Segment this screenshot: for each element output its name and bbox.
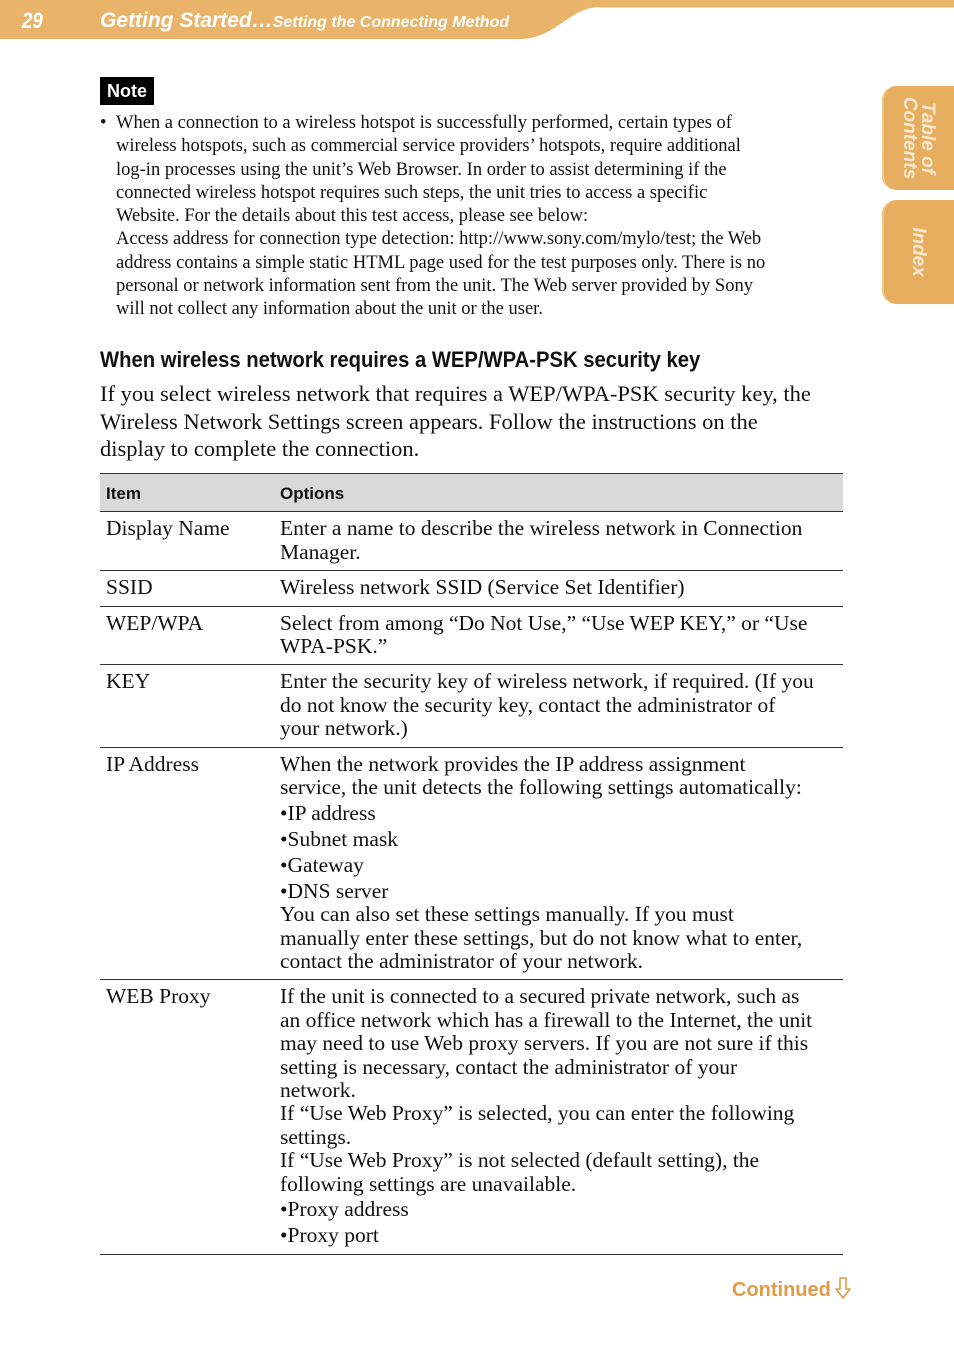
table-cell-item: SSID — [100, 571, 274, 606]
tab-toc-line-2: Contents — [899, 96, 920, 180]
option-line: service, the unit detects the following settings automatically: — [280, 775, 802, 800]
table-cell-options — [274, 665, 843, 747]
note-text — [116, 112, 845, 322]
continued-link[interactable] — [732, 1277, 851, 1305]
table-cell-item: WEB Proxy — [100, 980, 274, 1254]
table-row — [100, 665, 843, 747]
subsection-name: Setting the Connecting Method — [272, 14, 510, 31]
tab-toc-line-1: Table of — [917, 101, 938, 175]
table-cell-options — [274, 606, 843, 665]
column-header-item: Item — [100, 474, 274, 512]
table-cell-options — [274, 512, 843, 571]
option-bullet: •IP address — [280, 800, 376, 825]
option-line: Manager. — [280, 539, 361, 564]
option-bullet: •Proxy address — [280, 1197, 409, 1222]
intro-line: If you select wireless network that requires a WEP/WPA-PSK security key, the — [100, 381, 811, 406]
option-line: your network.) — [280, 716, 408, 741]
intro-paragraph — [100, 380, 850, 463]
option-line: If the unit is connected to a secured private network, such as — [280, 984, 800, 1009]
column-header-options: Options — [274, 474, 843, 512]
header-band — [0, 0, 954, 40]
option-line: manually enter these settings, but do not know what to enter, — [280, 925, 803, 950]
note-line: Access address for connection type detection: http://www.sony.com/mylo/test; the Web — [116, 229, 762, 250]
option-line: Select from among “Do Not Use,” “Use WEP KEY,” or “Use — [280, 610, 808, 635]
note-line: will not collect any information about the unit or the user. — [116, 299, 543, 320]
table-cell-item: Display Name — [100, 512, 274, 571]
table-row — [100, 980, 843, 1254]
table-body — [100, 512, 843, 1254]
option-line: an office network which has a firewall to the Internet, the unit — [280, 1007, 813, 1032]
option-line: following settings are unavailable. — [280, 1171, 577, 1196]
option-line: setting is necessary, contact the administrator of your — [280, 1054, 738, 1079]
table-cell-options — [274, 747, 843, 980]
option-line: contact the administrator of your network. — [280, 948, 644, 973]
section-title — [100, 9, 509, 33]
table-header-row — [100, 474, 843, 512]
section-heading: When wireless network requires a WEP/WPA-PSK security key — [100, 347, 701, 372]
table-cell-options — [274, 571, 843, 606]
option-line: Enter the security key of wireless network, if required. (If you — [280, 669, 814, 694]
page-number: 29 — [22, 8, 43, 33]
note-line: address contains a simple static HTML page used for the test purposes only. There is no — [116, 252, 766, 273]
settings-table — [100, 473, 843, 1255]
option-line: network. — [280, 1077, 356, 1102]
table-row — [100, 571, 843, 606]
table-row — [100, 512, 843, 571]
continued-label: Continued — [732, 1279, 831, 1301]
note-line: personal or network information sent from the unit. The Web server provided by Sony — [116, 276, 753, 297]
tab-index-label: Index — [908, 227, 929, 277]
tab-table-of-contents[interactable] — [882, 86, 954, 190]
note-line: Website. For the details about this test access, please see below: — [116, 206, 589, 227]
table-row — [100, 747, 843, 980]
note-line: connected wireless hotspot requires such steps, the unit tries to access a specific — [116, 182, 708, 203]
intro-line: display to complete the connection. — [100, 436, 420, 461]
note-line: wireless hotspots, such as commercial service providers’ hotspots, require additional — [116, 136, 741, 157]
section-name: Getting Started… — [100, 9, 273, 32]
tab-table-of-contents-label — [900, 97, 936, 179]
table-cell-item: IP Address — [100, 747, 274, 980]
option-line: settings. — [280, 1124, 352, 1149]
note-line: When a connection to a wireless hotspot is successfully performed, certain types of — [116, 113, 732, 133]
table-cell-options — [274, 980, 843, 1254]
option-line: Enter a name to describe the wireless network in Connection — [280, 516, 803, 541]
option-line: may need to use Web proxy servers. If you are not sure if this — [280, 1031, 809, 1056]
note-line: log-in processes using the unit’s Web Browser. In order to assist determining if the — [116, 159, 727, 180]
option-bullet: •Subnet mask — [280, 826, 399, 851]
note-bullet: • — [100, 113, 107, 133]
option-line: WPA-PSK.” — [280, 634, 388, 659]
option-bullet: •DNS server — [280, 878, 389, 903]
option-line: If “Use Web Proxy” is selected, you can enter the following — [280, 1101, 795, 1126]
option-line: Wireless network SSID (Service Set Identifier) — [280, 575, 685, 600]
option-line: When the network provides the IP address assignment — [280, 751, 746, 776]
option-bullet: •Gateway — [280, 852, 364, 877]
table-cell-item: KEY — [100, 665, 274, 747]
note-body — [100, 112, 845, 322]
table-cell-item: WEP/WPA — [100, 606, 274, 665]
option-line: If “Use Web Proxy” is not selected (default setting), the — [280, 1148, 760, 1173]
option-bullet: •Proxy port — [280, 1223, 379, 1248]
note-badge: Note — [100, 77, 154, 105]
intro-line: Wireless Network Settings screen appears. Follow the instructions on the — [100, 408, 758, 434]
down-arrow-icon — [835, 1277, 851, 1305]
option-line: do not know the security key, contact the administrator of — [280, 692, 776, 717]
table-row — [100, 606, 843, 665]
tab-index[interactable] — [882, 200, 954, 304]
option-line: You can also set these settings manually. If you must — [280, 902, 734, 927]
